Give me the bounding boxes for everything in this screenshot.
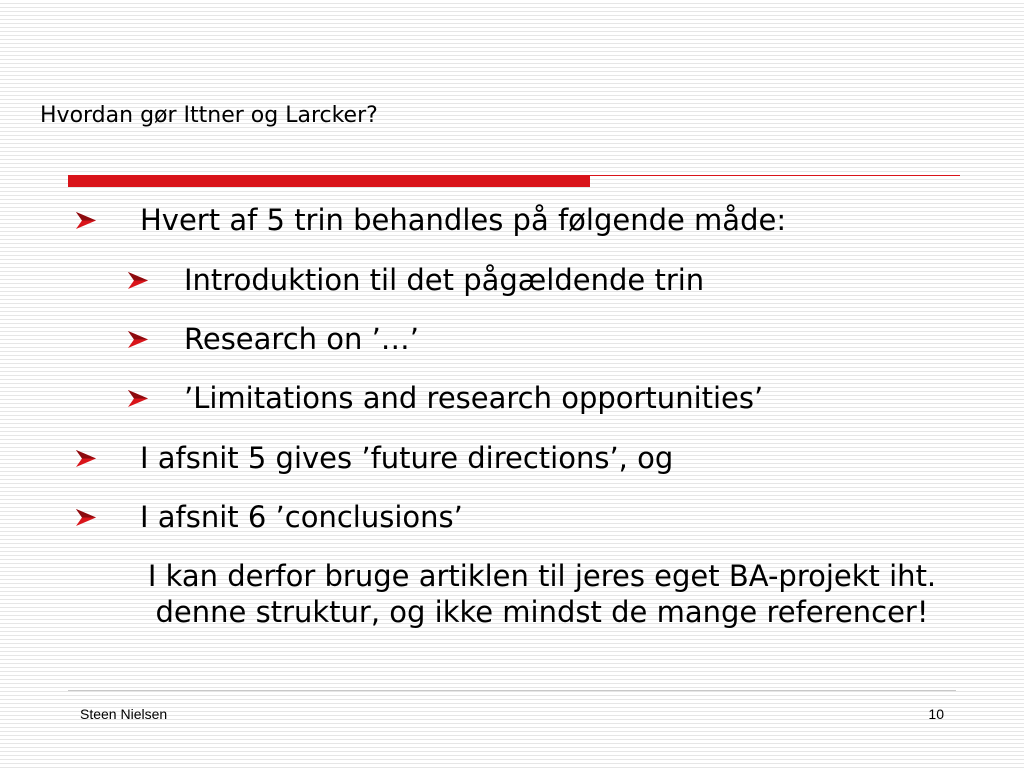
footer-divider (68, 690, 956, 691)
sub-bullet-item (184, 319, 419, 359)
arrowhead-bullet-icon (76, 509, 96, 526)
bullet-text: Hvert af 5 trin behandles på følgende måde: (140, 203, 787, 237)
title-accent-bar (68, 175, 590, 187)
arrowhead-bullet-icon (128, 331, 148, 348)
bullet-item (140, 438, 673, 478)
sub-bullet-item (184, 260, 704, 300)
bullet-item (140, 200, 786, 240)
arrowhead-bullet-icon (76, 450, 96, 467)
bullet-text: Introduktion til det pågældende trin (184, 263, 705, 297)
bullet-text: Research on ’…’ (184, 322, 420, 356)
arrowhead-bullet-icon (76, 212, 96, 229)
sub-bullet-item (184, 378, 763, 418)
slide-title: Hvordan gør Ittner og Larcker? (40, 103, 378, 128)
bullet-text: ’Limitations and research opportunities’ (184, 381, 764, 415)
bullet-text: I afsnit 6 ’conclusions’ (140, 500, 463, 534)
bullet-item (140, 497, 463, 537)
page-number: 10 (928, 706, 944, 722)
arrowhead-bullet-icon (128, 390, 148, 407)
title-accent-line (590, 175, 960, 176)
bullet-text: I afsnit 5 gives ’future directions’, og (140, 441, 674, 475)
closing-paragraph: I kan derfor bruge artiklen til jeres eget BA-projekt iht. denne struktur, og ikke mindst de mange referencer! (147, 559, 937, 629)
footer-author: Steen Nielsen (80, 706, 168, 722)
arrowhead-bullet-icon (128, 272, 148, 289)
